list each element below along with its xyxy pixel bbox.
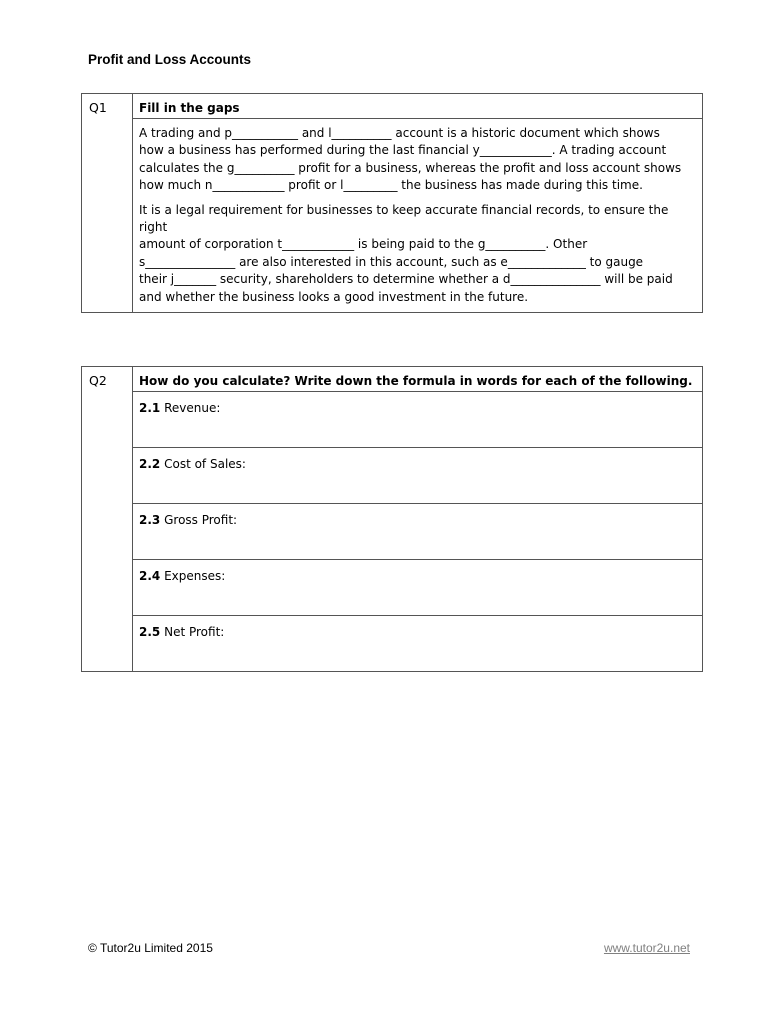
paragraph-1: A trading and p___________ and l__________ account is a historic document which shows how a business has performed during the last financial y____________. A trading account calculates the g__________ profit for a business, whereas the profit and loss account shows how much n____________ profit or l_________ the business has made during this time. [139, 126, 682, 193]
answer-row[interactable]: 2.4 Expenses: [133, 560, 703, 616]
question-number: Q1 [82, 94, 133, 313]
page-title: Profit and Loss Accounts [88, 52, 252, 67]
answer-row[interactable]: 2.5 Net Profit: [133, 616, 703, 672]
copyright-notice: © Tutor2u Limited 2015 [88, 941, 213, 955]
fill-gaps-text [133, 119, 703, 313]
answer-row[interactable]: 2.1 Revenue: [133, 392, 703, 448]
paragraph-2: It is a legal requirement for businesses to keep accurate financial records, to ensure the right amount of corporation t____________ is being paid to the g__________. Other s_______________ are also interested in this account, such as e_____________ to gauge their j_______ security, shareholders to determine whether a d_______________ will be paid and whether the business looks a good investment in the future. [139, 202, 673, 304]
answer-row[interactable]: 2.3 Gross Profit: [133, 504, 703, 560]
question-1-table [81, 93, 703, 313]
website-link[interactable]: www.tutor2u.net [603, 941, 690, 955]
answer-row[interactable]: 2.2 Cost of Sales: [133, 448, 703, 504]
question-heading: How do you calculate? Write down the formula in words for each of the following. [133, 367, 703, 392]
question-2-table [81, 366, 703, 672]
question-number: Q2 [82, 367, 133, 672]
question-heading: Fill in the gaps [133, 94, 703, 119]
